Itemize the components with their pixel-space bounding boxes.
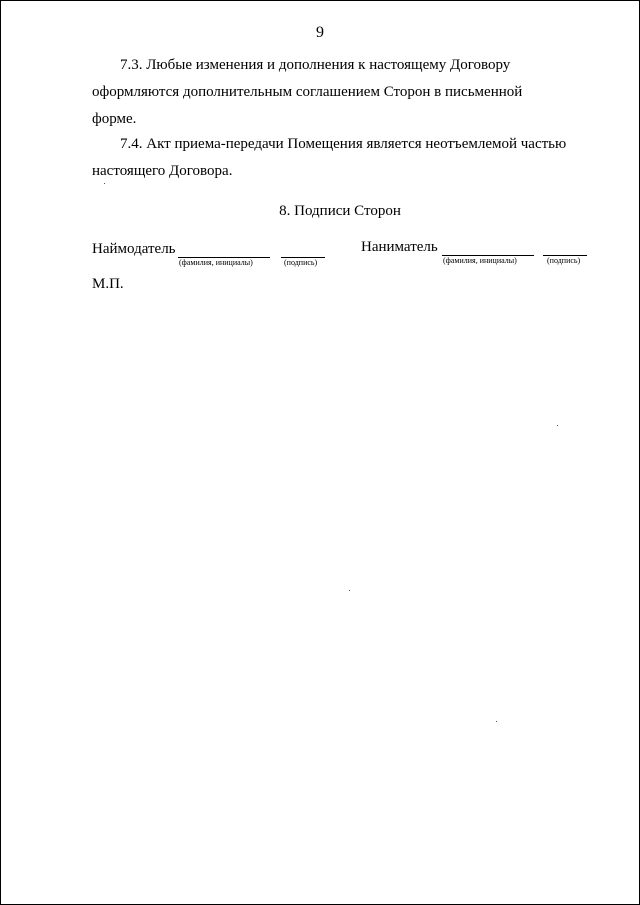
word: оформляются: [92, 84, 180, 100]
clause-7-3-line-1: [92, 52, 587, 79]
word: 7.4. Акт: [120, 136, 171, 152]
clause-7-3-line-3: форме.: [92, 111, 137, 127]
word: дополнительным: [182, 84, 293, 100]
landlord-name-caption: (фамилия, инициалы): [179, 258, 253, 267]
word: неотъемлемой: [425, 136, 518, 152]
word: дополнения: [278, 57, 355, 73]
word: изменения: [195, 57, 264, 73]
clause-7-3: [92, 52, 587, 133]
word: к: [358, 57, 366, 73]
word: Сторон: [383, 84, 431, 100]
clause-7-4: [92, 131, 587, 185]
scan-speck: [557, 425, 558, 426]
clause-7-4-line-1: [92, 131, 587, 158]
landlord-signature-caption: (подпись): [284, 258, 318, 267]
word: письменной: [444, 84, 523, 100]
word: и: [267, 57, 276, 73]
word: 7.3. Любые: [120, 57, 192, 73]
word: настоящему: [369, 57, 447, 73]
word: является: [366, 136, 422, 152]
tenant-label: Наниматель: [361, 239, 438, 255]
tenant-name-caption: (фамилия, инициалы): [443, 256, 517, 265]
page-number: 9: [316, 24, 324, 41]
scan-speck: [496, 721, 497, 722]
word: в: [434, 84, 442, 100]
stamp-place-label: М.П.: [92, 276, 124, 292]
clause-7-4-line-2: настоящего Договора.: [92, 163, 233, 179]
scan-speck: [349, 590, 350, 591]
word: Помещения: [287, 136, 363, 152]
tenant-signature-caption: (подпись): [547, 256, 581, 265]
word: приема-передачи: [174, 136, 284, 152]
clause-7-3-line-2: [92, 79, 587, 106]
landlord-label: Наймодатель: [92, 241, 176, 257]
scan-speck: [104, 183, 105, 184]
word: соглашением: [295, 84, 380, 100]
section-title: 8. Подписи Сторон: [279, 203, 401, 219]
word: Договору: [449, 57, 511, 73]
word: частью: [520, 136, 567, 152]
